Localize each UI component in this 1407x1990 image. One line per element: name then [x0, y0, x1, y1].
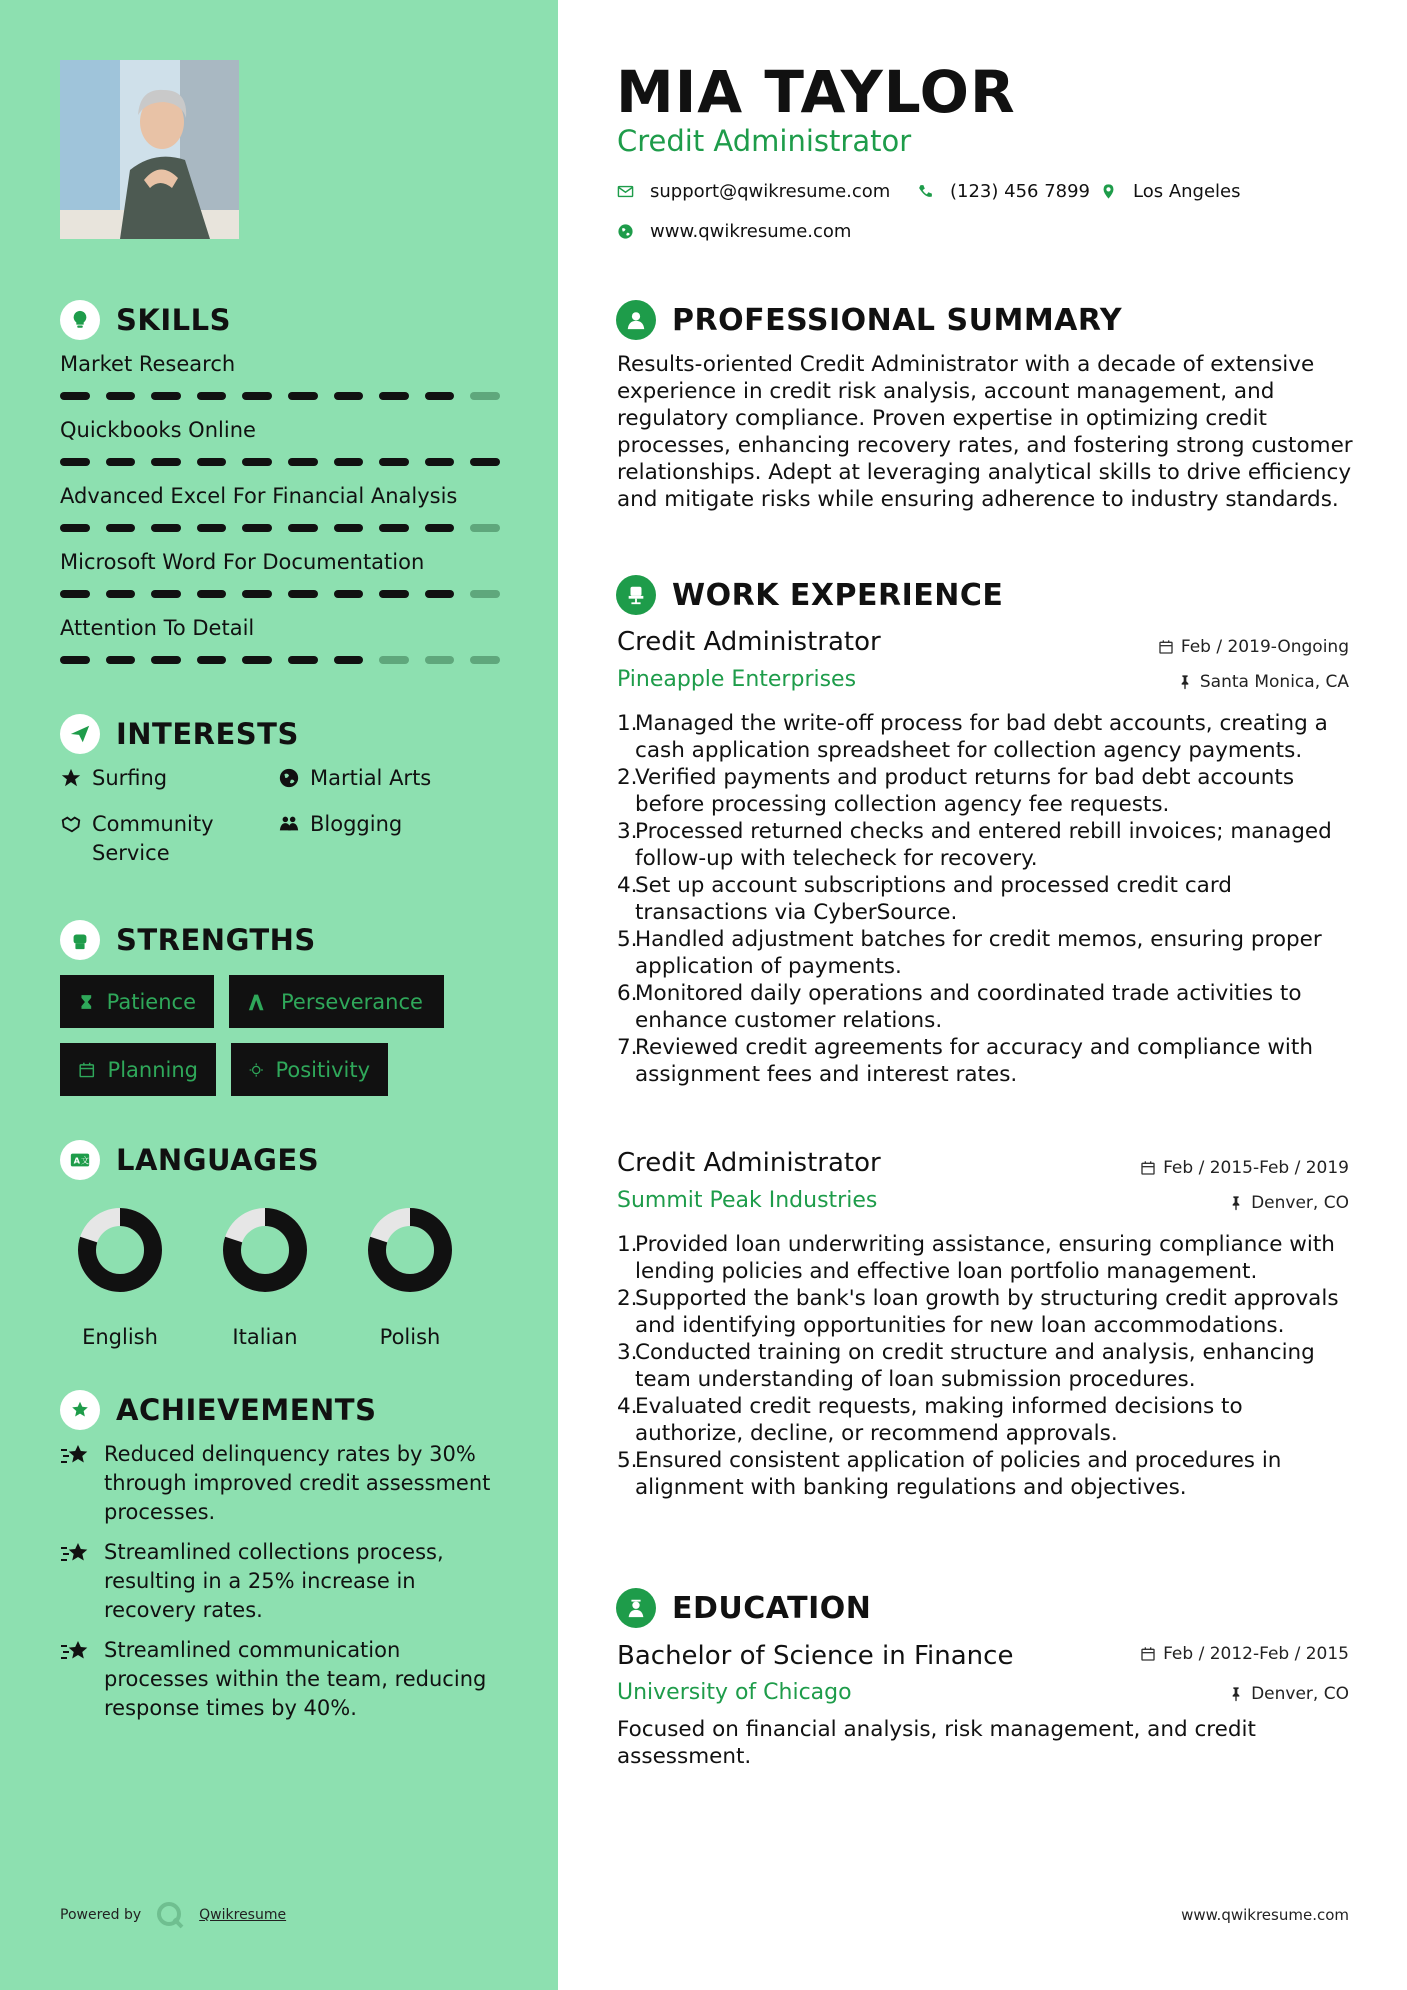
- skill-level-segment: [470, 392, 500, 400]
- job-location: Santa Monica, CA: [1177, 672, 1349, 692]
- strengths-heading: STRENGTHS: [60, 920, 316, 960]
- skill-item: Market Research: [60, 352, 500, 400]
- skill-level-segment: [288, 524, 318, 532]
- language-item: English: [60, 1205, 180, 1349]
- sidebar: [0, 0, 558, 1990]
- star-burst-icon: [60, 1440, 92, 1527]
- list-item: 6. Monitored daily operations and coordinated trade activities to enhance customer relations.: [617, 981, 1302, 1033]
- achievement-item: Reduced delinquency rates by 30% through improved credit assessment processes.: [60, 1440, 500, 1527]
- skill-level-segment: [197, 458, 227, 466]
- interest-item: Surfing: [60, 764, 167, 797]
- skill-level-segment: [288, 656, 318, 664]
- medal-icon: [60, 1390, 100, 1430]
- svg-text:A: A: [73, 1155, 80, 1166]
- skill-level-segment: [242, 458, 272, 466]
- skill-level-segment: [379, 656, 409, 664]
- education-text: Focused on financial analysis, risk management, and credit assessment.: [617, 1717, 1256, 1769]
- language-ring: [365, 1205, 455, 1295]
- experience-heading: WORK EXPERIENCE: [616, 575, 1003, 615]
- skill-level-segment: [151, 590, 181, 598]
- skill-level-segment: [425, 590, 455, 598]
- skill-level-bar: [60, 392, 500, 400]
- skill-level-segment: [288, 458, 318, 466]
- skill-level-segment: [151, 458, 181, 466]
- email-contact[interactable]: support@qwikresume.com: [617, 181, 890, 202]
- calendar-icon: [1140, 1160, 1156, 1176]
- skill-level-segment: [470, 590, 500, 598]
- summary-text: Results-oriented Credit Administrator with a decade of extensive experience in credit risk analysis, account management, and regulatory compliance. Proven expertise in optimizing credit processes, enhancing recovery rates, and fostering strong customer relationships. Adept at leveraging analytical skills to drive efficiency and mitigate risks while ensuring adherence to industry standards.: [617, 352, 1353, 512]
- list-item: 2. Verified payments and product returns for bad debt accounts before processing collection agency fee requests.: [617, 765, 1295, 817]
- handshake-icon: [60, 810, 82, 843]
- skill-item: Quickbooks Online: [60, 418, 500, 466]
- calendar-icon: [1140, 1646, 1156, 1662]
- qwikresume-link[interactable]: Qwikresume: [199, 1907, 287, 1923]
- phone-icon: [917, 183, 934, 200]
- achievement-item: Streamlined collections process, resulting in a 25% increase in recovery rates.: [60, 1538, 500, 1625]
- svg-text:文: 文: [80, 1155, 90, 1166]
- language-item: Polish: [350, 1205, 470, 1349]
- skill-level-segment: [106, 458, 136, 466]
- job-bullets: [617, 1231, 1357, 1501]
- skill-level-bar: [60, 590, 500, 598]
- job-company: Pineapple Enterprises: [617, 667, 857, 692]
- skill-level-segment: [379, 524, 409, 532]
- skill-level-segment: [288, 392, 318, 400]
- job-dates: Feb / 2019-Ongoing: [1158, 637, 1349, 657]
- skill-level-segment: [151, 524, 181, 532]
- list-item: 1. Managed the write-off process for bad debt accounts, creating a cash application spreadsheet for collection agency payments.: [617, 711, 1328, 763]
- phone-contact[interactable]: (123) 456 7899: [917, 181, 1090, 202]
- skill-level-segment: [242, 590, 272, 598]
- skill-level-segment: [197, 590, 227, 598]
- globe-icon: [278, 764, 300, 797]
- location-contact: Los Angeles: [1100, 181, 1241, 202]
- skill-level-segment: [60, 458, 90, 466]
- skill-item: Attention To Detail: [60, 616, 500, 664]
- interests-heading: INTERESTS: [60, 714, 299, 754]
- achievements-heading: ACHIEVEMENTS: [60, 1390, 376, 1430]
- pushpin-icon: [1228, 1195, 1244, 1211]
- powered-by: Powered by Qwikresume: [60, 1900, 286, 1930]
- skill-level-segment: [334, 524, 364, 532]
- languages-heading: A 文 LANGUAGES: [60, 1140, 319, 1180]
- list-item: 5. Ensured consistent application of policies and procedures in alignment with banking regulations and objectives.: [617, 1448, 1282, 1500]
- education-heading: EDUCATION: [616, 1588, 871, 1628]
- language-item: Italian: [205, 1205, 325, 1349]
- envelope-icon: [617, 183, 634, 200]
- degree-title: Bachelor of Science in Finance: [617, 1641, 1014, 1671]
- skill-level-segment: [470, 524, 500, 532]
- skill-level-segment: [197, 656, 227, 664]
- interest-item: Community Service: [60, 810, 260, 868]
- star-burst-icon: [60, 1636, 92, 1723]
- skill-level-segment: [106, 656, 136, 664]
- hourglass-icon: [78, 991, 95, 1013]
- skill-level-segment: [470, 458, 500, 466]
- graduation-icon: [616, 1588, 656, 1628]
- list-item: 4. Set up account subscriptions and processed credit card transactions via CyberSource.: [617, 873, 1232, 925]
- language-ring: [220, 1205, 310, 1295]
- footer-url[interactable]: www.qwikresume.com: [1181, 1906, 1349, 1924]
- website-contact[interactable]: www.qwikresume.com: [617, 221, 851, 242]
- education-dates: Feb / 2012-Feb / 2015: [1140, 1644, 1349, 1664]
- interest-item: Blogging: [278, 810, 402, 843]
- list-item: 1. Provided loan underwriting assistance, ensuring compliance with lending policies and effective loan portfolio management.: [617, 1232, 1335, 1284]
- skill-level-bar: [60, 656, 500, 664]
- skill-level-segment: [60, 392, 90, 400]
- interest-item: Martial Arts: [278, 764, 431, 797]
- school-name: University of Chicago: [617, 1680, 852, 1705]
- skill-item: Advanced Excel For Financial Analysis: [60, 484, 500, 532]
- user-icon: [616, 300, 656, 340]
- skill-item: Microsoft Word For Documentation: [60, 550, 500, 598]
- list-item: 3. Processed returned checks and entered rebill invoices; managed follow-up with telecheck for recovery.: [617, 819, 1332, 871]
- lightbulb-icon: [60, 300, 100, 340]
- list-item: 7. Reviewed credit agreements for accuracy and compliance with assignment fees and interest rates.: [617, 1035, 1313, 1087]
- job-title: Credit Administrator: [617, 1148, 881, 1178]
- star-icon: [60, 764, 82, 797]
- skill-level-segment: [379, 392, 409, 400]
- pushpin-icon: [1177, 674, 1193, 690]
- candidate-name: MIA TAYLOR: [616, 58, 1016, 126]
- sun-icon: [249, 1059, 263, 1081]
- skill-level-segment: [242, 656, 272, 664]
- skill-level-segment: [334, 590, 364, 598]
- users-icon: [278, 810, 300, 843]
- skill-level-segment: [425, 656, 455, 664]
- language-icon: [60, 1140, 100, 1180]
- briefcase-chair-icon: [616, 575, 656, 615]
- education-location: Denver, CO: [1228, 1684, 1349, 1704]
- paper-plane-icon: [60, 714, 100, 754]
- calendar-icon: [78, 1059, 96, 1081]
- achievement-item: Streamlined communication processes within the team, reducing response times by 40%.: [60, 1636, 500, 1723]
- skill-level-segment: [425, 458, 455, 466]
- skill-level-segment: [425, 524, 455, 532]
- skills-heading: SKILLS: [60, 300, 231, 340]
- skill-level-segment: [60, 656, 90, 664]
- skill-level-segment: [470, 656, 500, 664]
- candidate-title: Credit Administrator: [617, 124, 912, 158]
- skill-level-bar: [60, 524, 500, 532]
- strength-badge: Patience: [60, 975, 214, 1028]
- skill-level-segment: [334, 656, 364, 664]
- skill-level-segment: [60, 590, 90, 598]
- strength-badge: Positivity: [231, 1043, 388, 1096]
- profile-photo: [60, 60, 239, 239]
- globe-icon: [617, 223, 634, 240]
- skill-level-segment: [242, 524, 272, 532]
- skill-level-segment: [106, 392, 136, 400]
- skill-level-segment: [334, 458, 364, 466]
- job-company: Summit Peak Industries: [617, 1188, 878, 1213]
- map-pin-icon: [1100, 183, 1117, 200]
- skill-level-segment: [151, 392, 181, 400]
- language-ring: [75, 1205, 165, 1295]
- skill-level-segment: [334, 392, 364, 400]
- list-item: 2. Supported the bank's loan growth by structuring credit approvals and identifying opportunities for new loan accommodations.: [617, 1286, 1339, 1338]
- skill-level-segment: [197, 524, 227, 532]
- list-item: 5. Handled adjustment batches for credit memos, ensuring proper application of payments.: [617, 927, 1322, 979]
- skill-level-segment: [197, 392, 227, 400]
- list-item: 3. Conducted training on credit structure and analysis, enhancing team understanding of loan submission procedures.: [617, 1340, 1315, 1392]
- skill-level-segment: [425, 392, 455, 400]
- skill-level-segment: [60, 524, 90, 532]
- skill-level-segment: [151, 656, 181, 664]
- job-title: Credit Administrator: [617, 627, 881, 657]
- skill-level-segment: [379, 590, 409, 598]
- climber-icon: [247, 991, 269, 1013]
- skill-level-segment: [106, 524, 136, 532]
- skill-level-segment: [242, 392, 272, 400]
- summary-heading: PROFESSIONAL SUMMARY: [616, 300, 1122, 340]
- skill-level-bar: [60, 458, 500, 466]
- calendar-icon: [1158, 639, 1174, 655]
- pushpin-icon: [1228, 1686, 1244, 1702]
- qwikresume-logo-icon: [155, 1900, 185, 1930]
- list-item: 4. Evaluated credit requests, making informed decisions to authorize, decline, or recommend approvals.: [617, 1394, 1243, 1446]
- skill-level-segment: [379, 458, 409, 466]
- strength-badge: Perseverance: [229, 975, 444, 1028]
- skill-level-segment: [106, 590, 136, 598]
- job-location: Denver, CO: [1228, 1193, 1349, 1213]
- strength-badge: Planning: [60, 1043, 216, 1096]
- job-bullets: [617, 710, 1357, 1088]
- skill-level-segment: [288, 590, 318, 598]
- job-dates: Feb / 2015-Feb / 2019: [1140, 1158, 1349, 1178]
- star-burst-icon: [60, 1538, 92, 1625]
- fist-icon: [60, 920, 100, 960]
